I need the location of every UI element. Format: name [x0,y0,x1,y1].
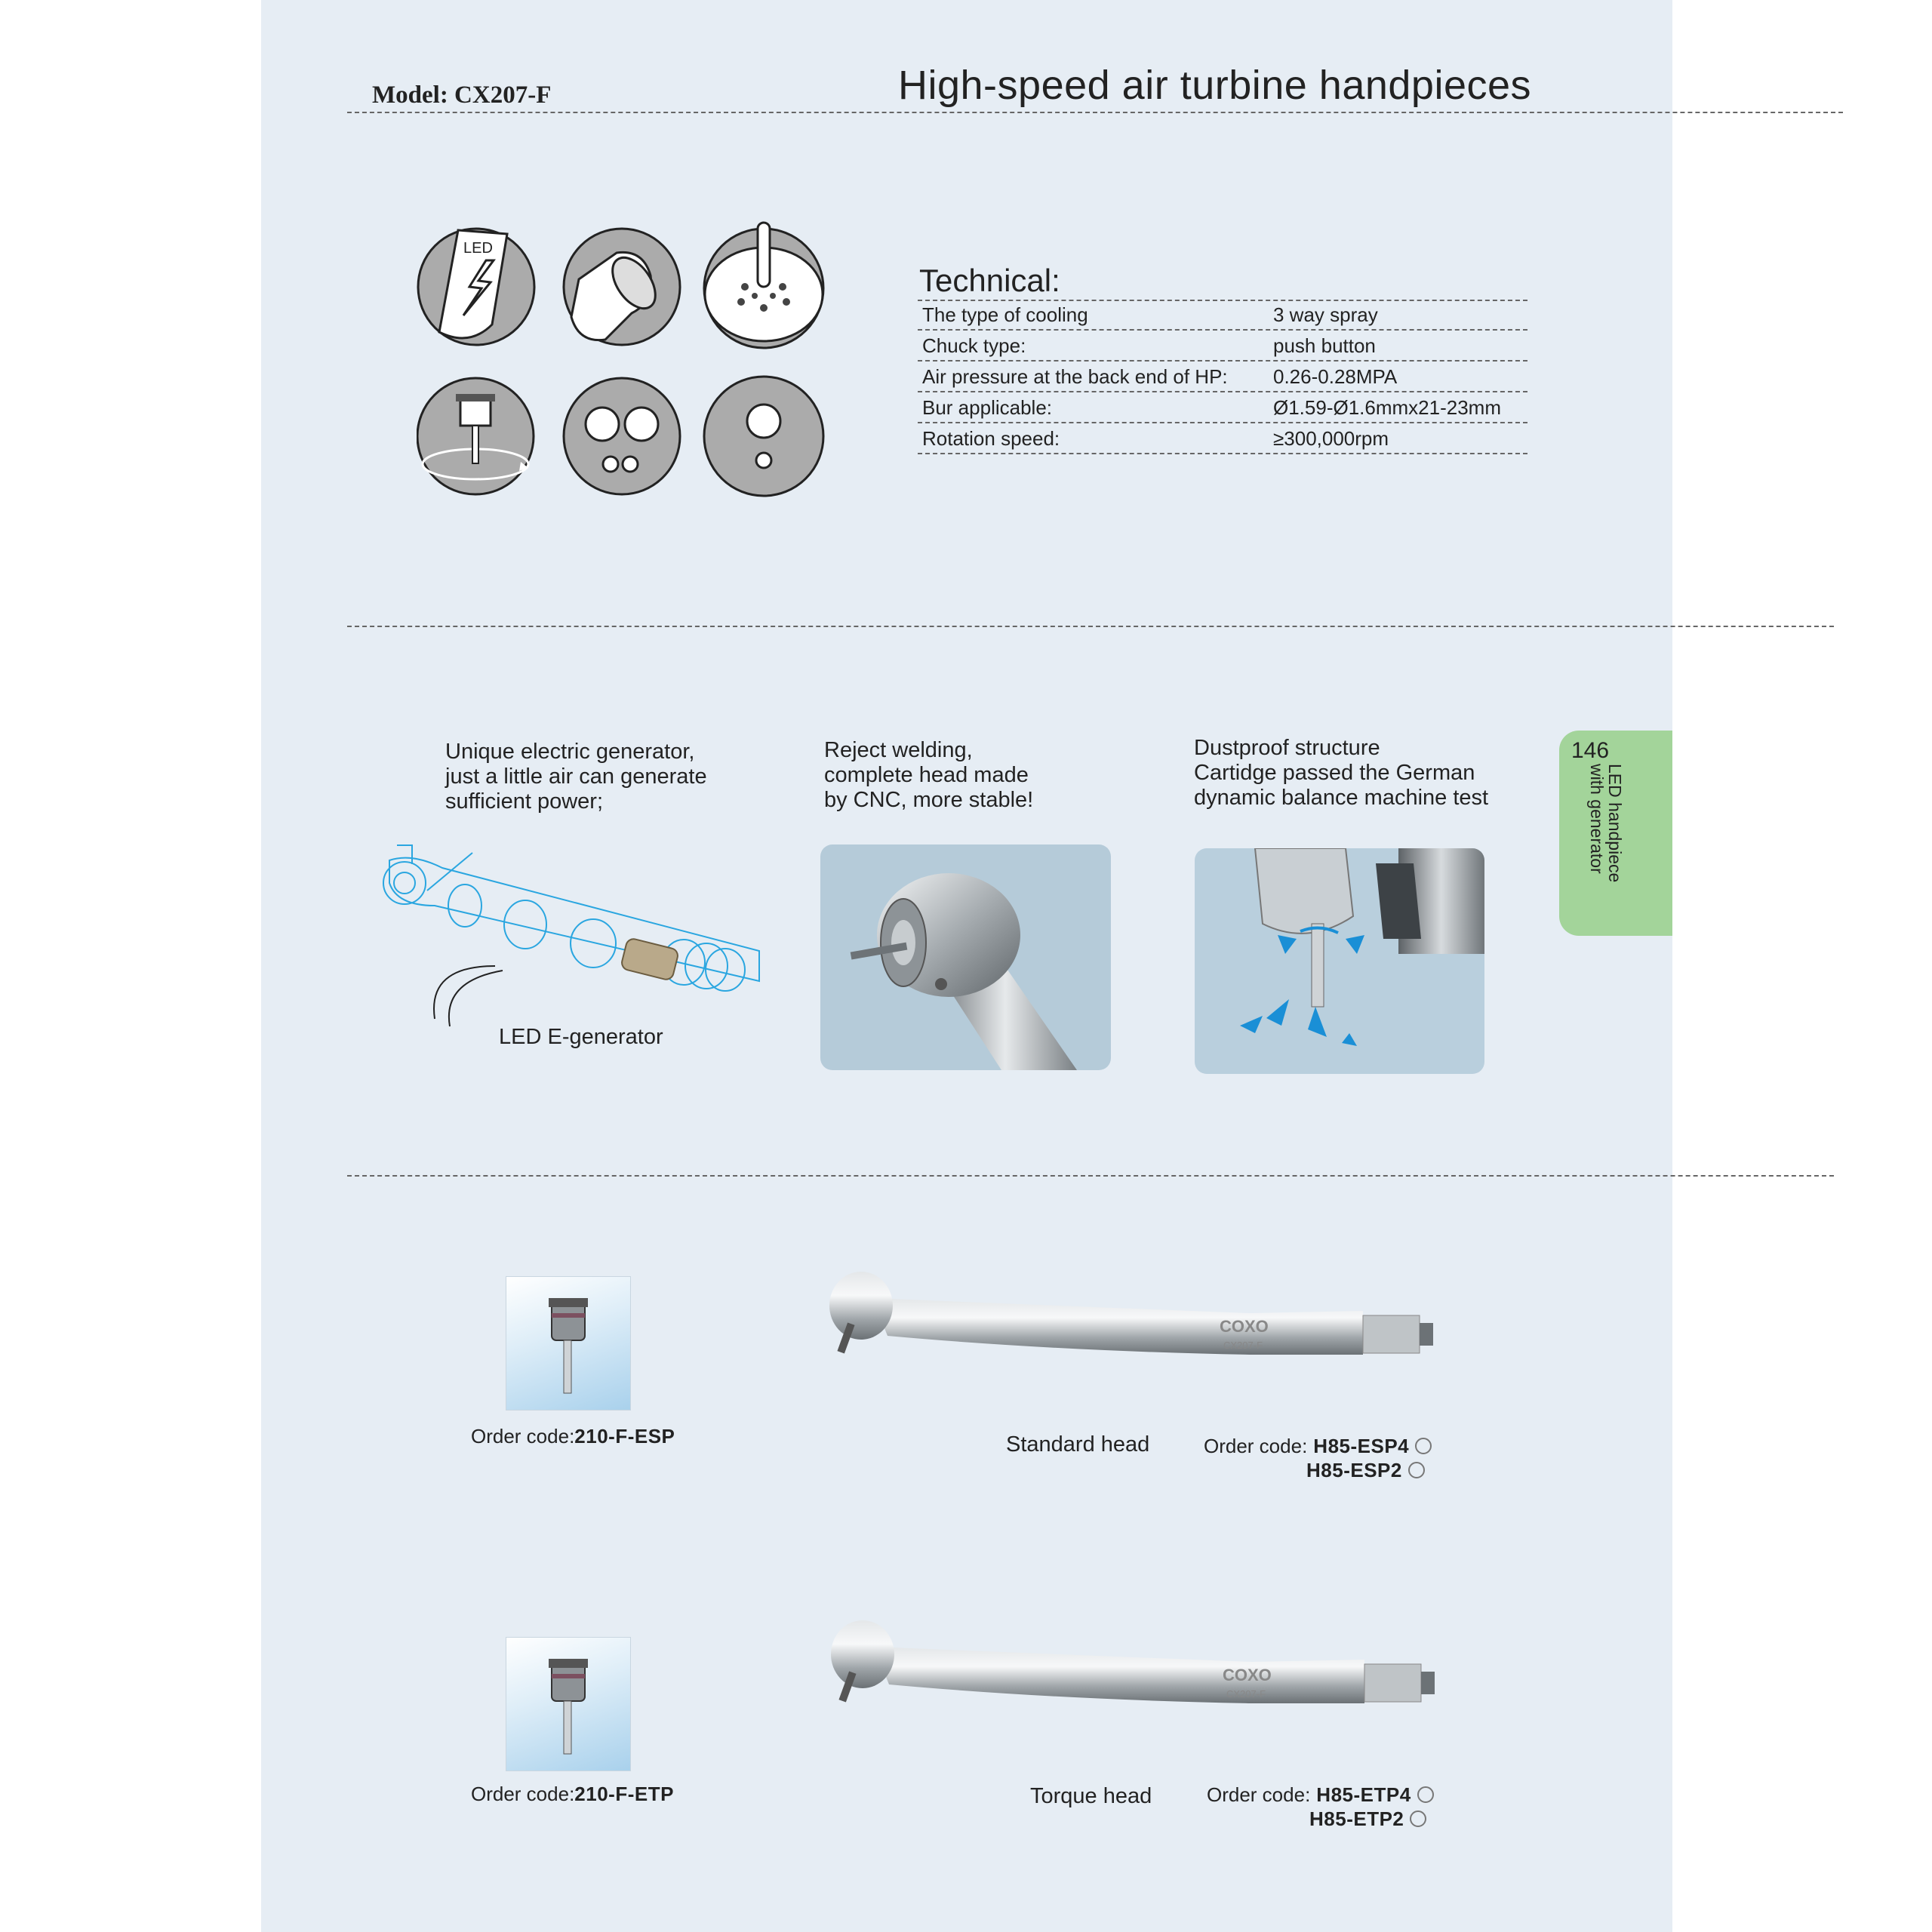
feature-text-dustproof: Dustproof structure Cartidge passed the German dynamic balance machine test [1194,736,1489,810]
cnc-head-photo [820,844,1111,1070]
tech-label: Bur applicable: [922,396,1052,419]
spray-head-icon [704,223,823,348]
tech-row [918,392,1527,423]
tech-value: ≥300,000rpm [1273,427,1389,450]
two-hole-icon [1410,1810,1426,1827]
led-light-icon [418,229,534,345]
order-code-label: Order code: [471,1783,575,1805]
page-number: 146 [1571,738,1610,763]
order-code-value: H85-ETP4 [1316,1783,1411,1806]
order-code-value: H85-ESP2 [1306,1458,1402,1481]
page-title: High-speed air turbine handpieces [898,63,1532,108]
order-code-value: H85-ESP4 [1313,1434,1410,1457]
cartridge-thumbnail [506,1637,631,1771]
standard-handpiece-photo [827,1257,1506,1370]
tech-value: 0.26-0.28MPA [1273,365,1398,388]
tech-value: Ø1.59-Ø1.6mmx21-23mm [1273,396,1501,419]
tech-row [918,361,1527,392]
order-code-label: Order code: [471,1425,575,1447]
order-code-value: 210-F-ETP [574,1783,674,1805]
brand-mark: COXO [1223,1666,1272,1684]
handpiece-order-codes [1204,1434,1432,1482]
tech-value: push button [1273,334,1376,357]
section-divider [347,626,1834,627]
technical-heading: Technical: [919,263,1060,298]
head-nozzle-icon [564,229,680,345]
led-icon-label: LED [463,240,493,257]
tech-label: Chuck type: [922,334,1026,357]
order-code-value: 210-F-ESP [574,1425,675,1447]
section-divider [347,1175,1834,1177]
order-code-label: Order code: [1204,1434,1308,1457]
tech-label: Rotation speed: [922,427,1060,450]
cartridge-order-code [471,1425,675,1448]
four-hole-connector-icon [564,378,680,494]
order-code-line [1204,1458,1432,1482]
cartridge-rotation-icon [417,378,534,494]
model-mark: CX207-F [1223,1340,1263,1351]
cartridge-order-code [471,1783,674,1806]
two-hole-connector-icon [704,377,823,496]
feature-text-cnc: Reject welding, complete head made by CNC, more stable! [824,738,1034,812]
four-hole-icon [1415,1438,1432,1454]
torque-handpiece-photo [829,1605,1508,1718]
dustproof-photo [1195,848,1484,1074]
feature-icons [417,219,832,506]
order-code-label: Order code: [1207,1783,1311,1806]
tech-label: The type of cooling [922,303,1088,326]
torque-head-caption: Torque head [1030,1784,1152,1808]
two-hole-icon [1408,1462,1425,1478]
tech-value: 3 way spray [1273,303,1378,326]
tech-row [918,331,1527,361]
four-hole-icon [1417,1786,1434,1803]
standard-head-caption: Standard head [1006,1432,1150,1457]
order-code-line [1204,1434,1432,1458]
feature-text-generator: Unique electric generator, just a little air can generate sufficient power; [445,740,707,814]
order-code-line [1207,1783,1434,1807]
model-label: Model: CX207-F [372,82,552,109]
header-divider [347,112,1843,113]
generator-line-drawing [382,838,774,1041]
catalog-page [261,0,1672,1932]
tech-row [918,300,1527,331]
order-code-value: H85-ETP2 [1309,1807,1404,1830]
brand-mark: COXO [1220,1317,1269,1336]
order-code-line [1207,1807,1434,1831]
generator-caption: LED E-generator [499,1025,663,1049]
cartridge-thumbnail [506,1276,631,1411]
tech-label: Air pressure at the back end of HP: [922,365,1228,388]
handpiece-order-codes [1207,1783,1434,1831]
technical-table [918,300,1527,454]
tech-row [918,423,1527,454]
side-tab-label: LED handpiece with generator [1587,764,1625,883]
model-mark: CX207-F [1226,1688,1266,1700]
